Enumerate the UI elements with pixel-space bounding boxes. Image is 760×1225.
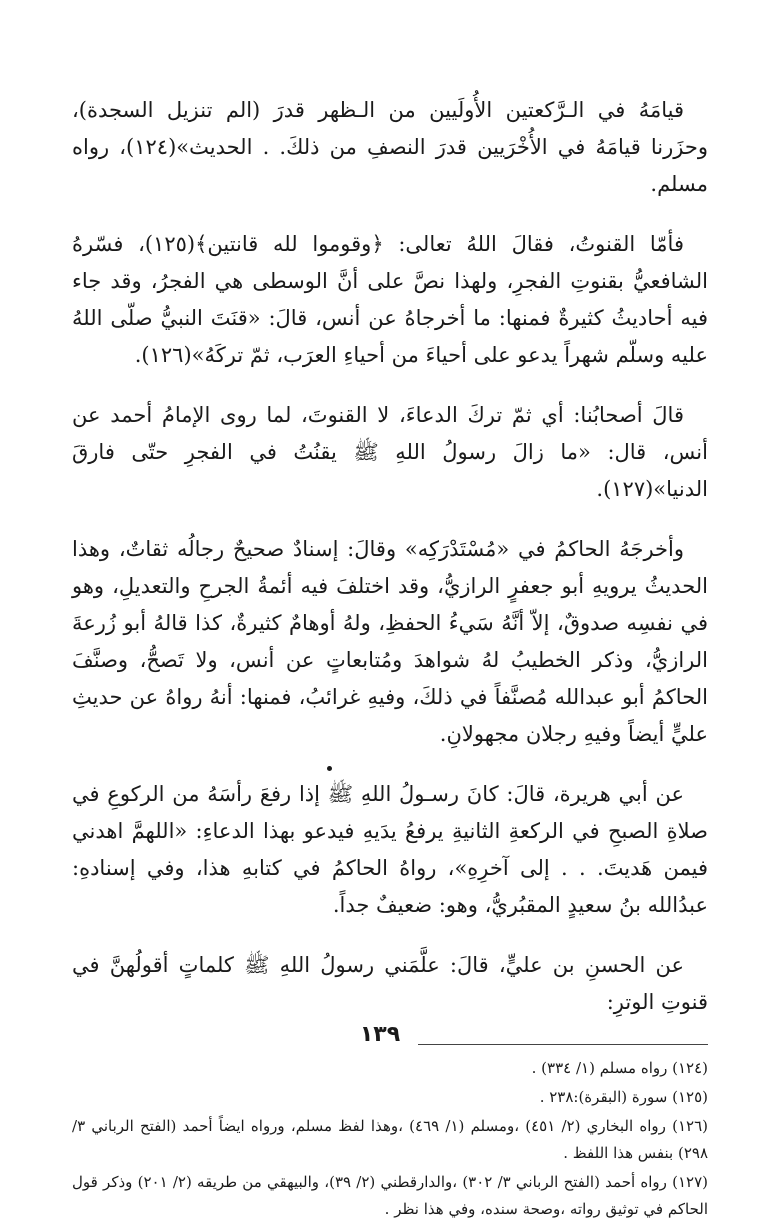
paragraph-6 [72, 947, 708, 1021]
paragraph-3 [72, 397, 708, 508]
paragraph-text: قالَ أصحابُنا: أي ثمّ تركَ الدعاءَ، لا القنوتَ، لما روى الإمامُ أحمد عن أنس، قال: «ما زالَ رسولُ اللهِ ﷺ يقنُتُ في الفجرِ حتّى فارقَ الدنيا»(١٢٧). [72, 403, 708, 501]
paragraph-text: عن أبي هريرة، قالَ: كانَ رسـولُ اللهِ ﷺ إذا رفعَ رأسَهُ من الركوعِ في صلاةِ الصبحِ في الركعةِ الثانيةِ يرفعُ يدَيهِ فيدعو بهذا الدعاءِ: «اللهمَّ اهدني فيمن هَديتَ. . . إلى آخرِهِ»، رواهُ الحاكمُ في كتابهِ هذا، وفي إسنادهِ: عبدُالله بنُ سعيدٍ المقبُريُّ، وهو: ضعيفٌ جداً. [72, 782, 708, 917]
footnote-127: (١٢٧) رواه أحمد (الفتح الرباني ٣/ ٣٠٢) ،والدارقطني (٢/ ٣٩)، والبيهقي من طريقه (٢/ ٢٠١) وذكر قول الحاكم في توثيق رواته ،وصحة سنده، وفي هذا نظر . [72, 1173, 709, 1218]
paragraph-text: فأمّا القنوتُ، فقالَ اللهُ تعالى: ﴿وقوموا لله قانتين﴾(١٢٥)، فسّرهُ الشافعيُّ بقنوتِ الفجرِ، ولهذا نصَّ على أنَّ الوسطى هي الفجرُ، وقد جاء فيه أحاديثُ كثيرةٌ فمنها: ما أخرجاهُ عن أنس، قالَ: «قنَتَ النبيُّ صلّى اللهُ عليه وسلّم شهراً يدعو على أحياءَ من أحياءِ العرَب، ثمّ تركَهُ»(١٢٦). [72, 232, 708, 367]
page-body [72, 92, 708, 1225]
paragraph-1 [72, 92, 708, 203]
paragraph-text: وأخرجَهُ الحاكمُ في «مُسْتَدْرَكِه» وقالَ: إسنادٌ صحيحٌ رجالُه ثقاتٌ، وهذا الحديثُ يرويهِ أبو جعفرٍ الرازيُّ، وقد اختلفَ فيه أئمةُ الجرحِ والتعديلِ، وهو في نفسِه صدوقٌ، إلاّ أنَّهُ سَيءُ الحفظِ، ولهُ أوهامٌ كثيرةٌ، كذا قالهُ أبو زُرعةَ الرازيُّ، وذكر الخطيبُ لهُ شواهدَ ومُتابعاتٍ عن أنس، ولا تَصحُّ، وصنَّفَ الحاكمُ أبو عبدالله مُصنَّفاً في ذلكَ، وفيهِ غرائبُ، فمنها: أنهُ رواهُ عن حديثِ عليٍّ أيضاً وفيهِ رجلان مجهولانِ. [72, 537, 708, 746]
footnote-125: (١٢٥) سورة (البقرة):٢٣٨ . [539, 1088, 708, 1106]
footnote-126: (١٢٦) رواه البخاري (٢/ ٤٥١) ،ومسلم (١/ ٤٦٩) ،وهذا لفظ مسلم، ورواه ايضاً أحمد (الفتح الرباني ٣/ ٢٩٨) بنفس هذا اللفظ . [72, 1117, 708, 1162]
footnote-124: (١٢٤) رواه مسلم (١/ ٣٣٤) . [531, 1059, 708, 1077]
paragraph-2 [72, 226, 708, 374]
separator-dot [327, 766, 332, 771]
page-number: ١٣٩ [359, 1022, 401, 1047]
footnotes [72, 1055, 708, 1223]
paragraph-text: عن الحسنِ بن عليٍّ، قالَ: علَّمَني رسولُ اللهِ ﷺ كلماتٍ أقولُهنَّ في قنوتِ الوترِ: [72, 953, 708, 1014]
paragraph-5 [72, 776, 708, 924]
paragraph-4 [72, 531, 708, 753]
paragraph-text: قيامَهُ في الـرَّكعتين الأُولَيين من الـظهر قدرَ (الم تنزيل السجدة)، وحزَرنا قيامَهُ في الأُخْرَيين قدرَ النصفِ من ذلكَ. . الحديث»(١٢٤)، رواه مسلم. [72, 98, 708, 196]
